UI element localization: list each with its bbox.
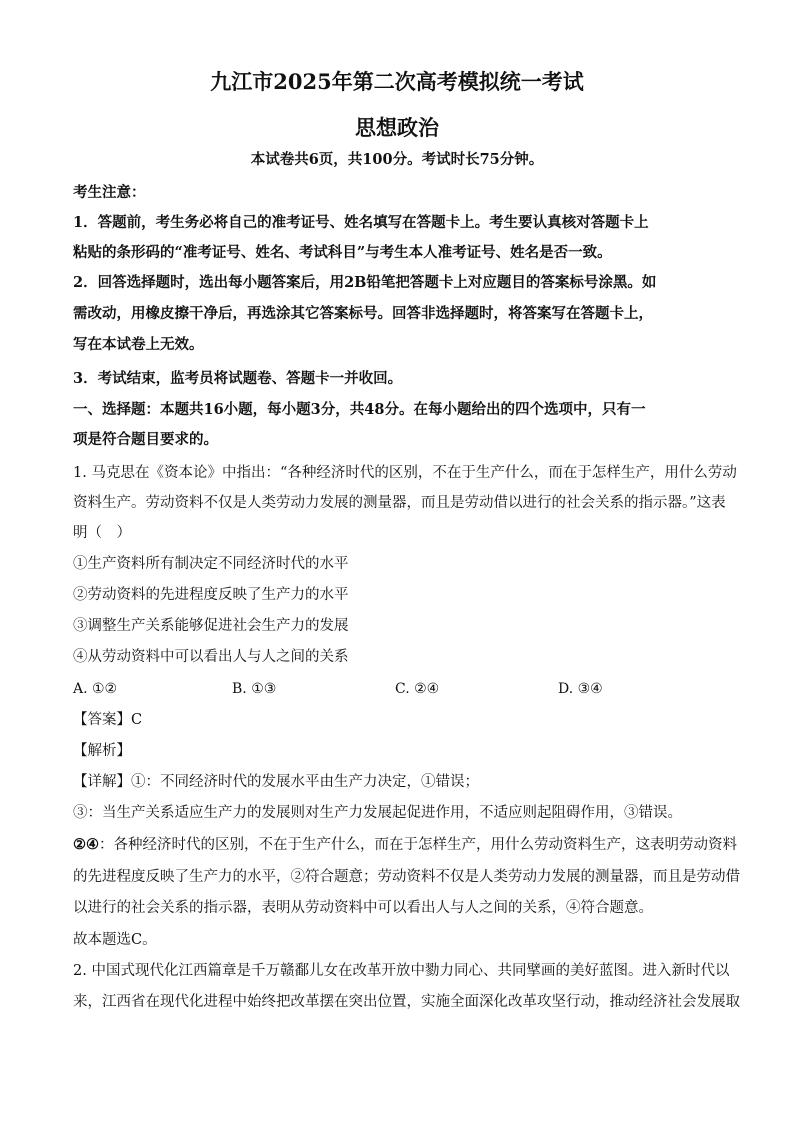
notice-heading: 考生注意： <box>73 184 146 201</box>
conclusion: 故本题选C。 <box>73 932 157 948</box>
option-c: C. ②④ <box>395 681 440 697</box>
detail-line-2: ③：当生产关系适应生产力的发展则对生产力发展起促进作用，不适应则起阻碍作用，③错误。 <box>73 805 682 821</box>
subject-title: 思想政治 <box>355 115 439 140</box>
exam-title: 九江市2025年第二次高考模拟统一考试 <box>210 69 584 94</box>
question-2-stem-line-1: 2. 中国式现代化江西篇章是千万赣鄱儿女在改革开放中勠力同心、共同擘画的美好蓝图。进入新时代以 <box>73 963 730 979</box>
section-heading-line-2: 项是符合题目要求的。 <box>73 431 218 448</box>
question-2-stem-line-2: 来，江西省在现代化进程中始终把改革摆在突出位置，实施全面深化改革攻坚行动，推动经济社会发展取 <box>73 994 740 1010</box>
detail-line-1: 【详解】①：不同经济时代的发展水平由生产力决定，①错误； <box>73 774 479 790</box>
section-heading-line-1: 一、选择题：本题共16小题，每小题3分，共48分。在每小题给出的四个选项中，只有一 <box>73 401 646 418</box>
question-1-stem-line-3: 明（ ） <box>73 525 131 541</box>
statement-1: ①生产资料所有制决定不同经济时代的水平 <box>73 556 349 572</box>
answer-label: 【答案】C <box>73 712 143 728</box>
option-b: B. ①③ <box>232 681 277 697</box>
notice-item-1-line-1: 1．答题前，考生务必将自己的准考证号、姓名填写在答题卡上。考生要认真核对答题卡上 <box>73 214 649 231</box>
statement-4: ④从劳动资料中可以看出人与人之间的关系 <box>73 649 349 665</box>
question-1-stem-line-2: 资料生产。劳动资料不仅是人类劳动力发展的测量器，而且是劳动借以进行的社会关系的指示器。”这表 <box>73 495 726 511</box>
option-a: A. ①② <box>73 681 118 697</box>
detail-line-5: 以进行的社会关系的指示器，表明从劳动资料中可以看出人与人之间的关系，④符合题意。 <box>73 900 653 916</box>
notice-item-1-line-2: 粘贴的条形码的“准考证号、姓名、考试科目”与考生本人准考证号、姓名是否一致。 <box>73 244 612 261</box>
detail-line-3-bold: ②④ <box>73 836 99 853</box>
detail-line-3-rest: ：各种经济时代的区别，不在于生产什么，而在于怎样生产，用什么劳动资料生产，这表明劳动资料 <box>99 837 737 853</box>
exam-info: 本试卷共6页，共100分。考试时长75分钟。 <box>250 151 544 168</box>
detail-line-3 <box>73 834 737 856</box>
statement-2: ②劳动资料的先进程度反映了生产力的水平 <box>73 587 349 603</box>
notice-item-2-line-1: 2．回答选择题时，选出每小题答案后，用2B铅笔把答题卡上对应题目的答案标号涂黑。如 <box>73 274 657 291</box>
notice-item-2-line-2: 需改动，用橡皮擦干净后，再选涂其它答案标号。回答非选择题时，将答案写在答题卡上， <box>73 305 653 322</box>
notice-item-3: 3．考试结束，监考员将试题卷、答题卡一并收回。 <box>73 370 403 387</box>
detail-line-4: 的先进程度反映了生产力的水平，②符合题意；劳动资料不仅是人类劳动力发展的测量器，而且是劳动借 <box>73 869 740 885</box>
analysis-label: 【解析】 <box>73 743 131 759</box>
notice-item-2-line-3: 写在本试卷上无效。 <box>73 336 204 353</box>
statement-3: ③调整生产关系能够促进社会生产力的发展 <box>73 618 349 634</box>
option-d: D. ③④ <box>558 681 603 697</box>
question-1-stem-line-1: 1. 马克思在《资本论》中指出：“各种经济时代的区别，不在于生产什么，而在于怎样生产，用什么劳动 <box>73 465 737 481</box>
